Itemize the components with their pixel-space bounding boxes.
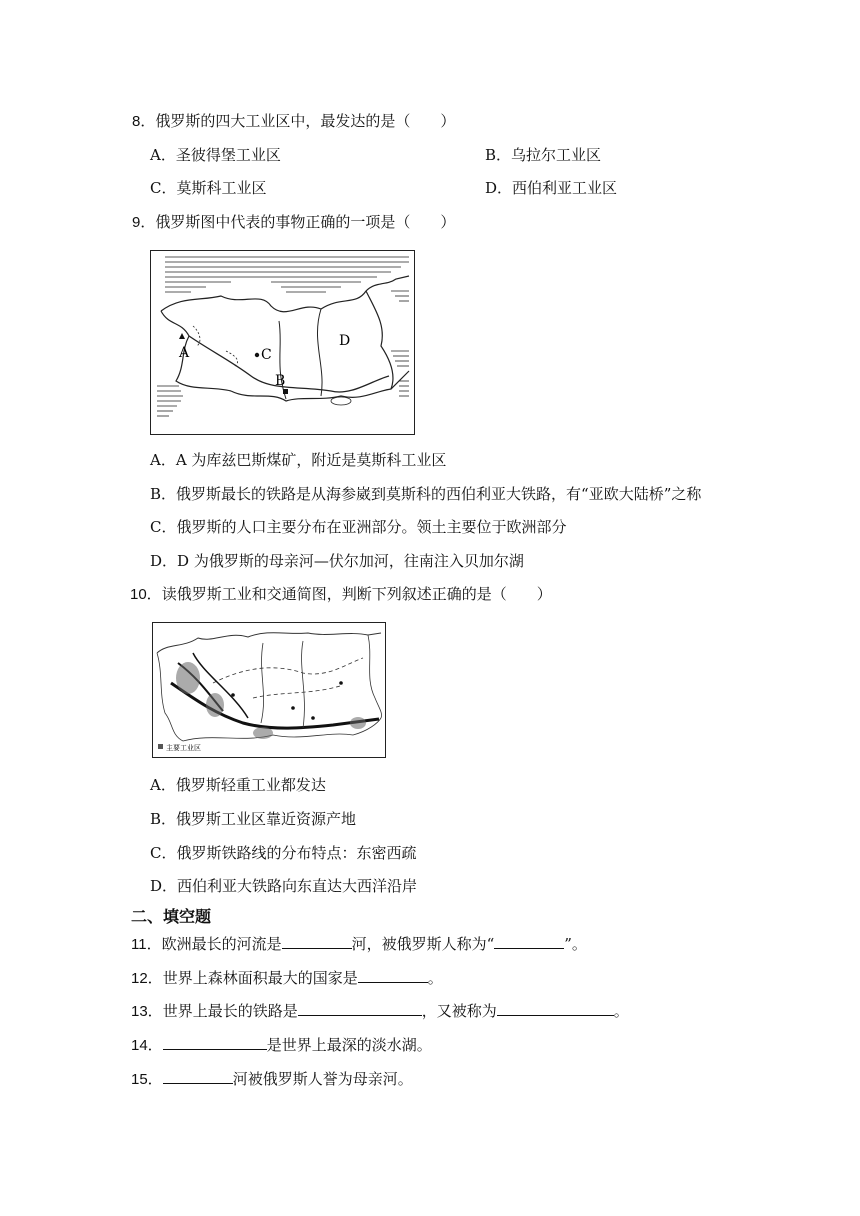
q10-option-d: D．西伯利亚大铁路向东直达大西洋沿岸 bbox=[150, 877, 418, 895]
q8-option-d: D．西伯利亚工业区 bbox=[485, 179, 618, 197]
triangle-marker-a bbox=[179, 333, 185, 339]
dot-marker-c bbox=[255, 353, 259, 357]
q13: 13．世界上最长的铁路是 ，又被称为 。 bbox=[131, 1002, 629, 1020]
q14-blank[interactable] bbox=[163, 1035, 267, 1050]
q8-option-c: C．莫斯科工业区 bbox=[150, 179, 267, 197]
section-title-fill-in: 二、填空题 bbox=[131, 907, 212, 926]
q9-option-d: D．D 为俄罗斯的母亲河—伏尔加河，往南注入贝加尔湖 bbox=[150, 552, 524, 570]
q9-option-a: A．A 为库兹巴斯煤矿，附近是莫斯科工业区 bbox=[150, 451, 447, 469]
q12-blank[interactable] bbox=[358, 968, 428, 983]
q10-option-c: C．俄罗斯铁路线的分布特点：东密西疏 bbox=[150, 844, 417, 862]
q8-option-b: B．乌拉尔工业区 bbox=[485, 146, 602, 164]
map-legend bbox=[158, 743, 201, 752]
q8-stem: 8．俄罗斯的四大工业区中，最发达的是（ ） bbox=[132, 112, 456, 130]
q9-stem: 9．俄罗斯图中代表的事物正确的一项是（ ） bbox=[132, 213, 456, 231]
q13-blank-2[interactable] bbox=[497, 1001, 614, 1016]
map-label-a: A bbox=[179, 345, 190, 361]
q14: 14． 是世界上最深的淡水湖。 bbox=[131, 1036, 432, 1054]
q11: 11．欧洲最长的河流是 河，被俄罗斯人称为“ ”。 bbox=[131, 935, 587, 953]
map-label-c: C bbox=[261, 347, 272, 363]
q8-option-a: A．圣彼得堡工业区 bbox=[150, 146, 281, 164]
russia-industry-transport-map bbox=[152, 622, 386, 758]
legend-label: 主要工业区 bbox=[166, 744, 201, 752]
q11-blank-2[interactable] bbox=[494, 934, 564, 949]
map-label-d: D bbox=[339, 333, 351, 349]
square-marker-b bbox=[283, 389, 288, 394]
q10-option-b: B．俄罗斯工业区靠近资源产地 bbox=[150, 810, 357, 828]
q9-option-c: C．俄罗斯的人口主要分布在亚洲部分。领土主要位于欧洲部分 bbox=[150, 518, 567, 536]
q12: 12．世界上森林面积最大的国家是 。 bbox=[131, 969, 443, 987]
q13-blank-1[interactable] bbox=[298, 1001, 422, 1016]
arctic-ocean-hatching bbox=[165, 257, 409, 301]
q15-blank[interactable] bbox=[163, 1069, 233, 1084]
q15: 15． 河被俄罗斯人誉为母亲河。 bbox=[131, 1070, 413, 1088]
russia-map-figure bbox=[150, 250, 415, 435]
q10-stem: 10．读俄罗斯工业和交通简图，判断下列叙述正确的是（ ） bbox=[130, 585, 552, 603]
map-label-b: B bbox=[275, 373, 286, 389]
q10-option-a: A．俄罗斯轻重工业都发达 bbox=[150, 776, 326, 794]
q11-blank-1[interactable] bbox=[282, 934, 352, 949]
q9-option-b: B．俄罗斯最长的铁路是从海参崴到莫斯科的西伯利亚大铁路，有“亚欧大陆桥”之称 bbox=[150, 485, 702, 503]
